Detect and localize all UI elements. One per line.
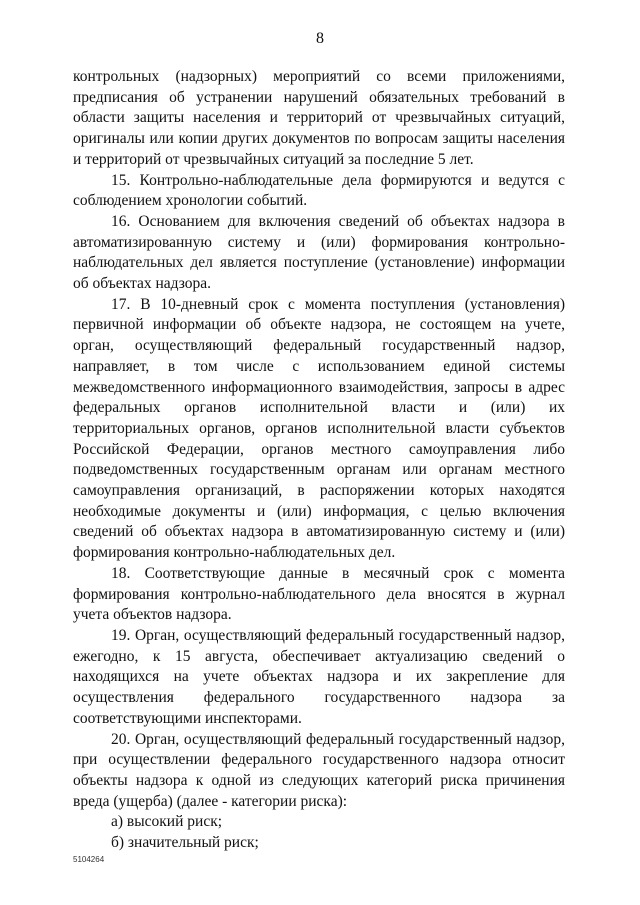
paragraph-15: 15. Контрольно-наблюдательные дела формируются и ведутся с соблюдением хронологии событий. [73,171,565,210]
paragraph-continuation: контрольных (надзорных) мероприятий со всеми приложениями, предписания об устранении нарушений обязательных требований в области защиты населения и территорий от чрезвычайных ситуаций, оригиналы или копии других документов по вопросам защиты населения и территорий от чрезвычайных ситуаций за последние 5 лет. [73,68,565,168]
paragraph-19: 19. Орган, осуществляющий федеральный государственный надзор, ежегодно, к 15 августа, обеспечивает актуализацию сведений о находящихся на учете объектах надзора и их закрепление для осуществления федерального государственного надзора за соответствующими инспекторами. [73,626,565,727]
paragraph-17: 17. В 10-дневный срок с момента поступления (установления) первичной информации об объекте надзора, не состоящем на учете, орган, осуществляющий федеральный государственный надзор, направляет, в том числе с использованием единой системы межведомственного информационного взаимодействия, запросы в адрес федеральных органов исполнительной власти и (или) их территориальных органов, органов исполнительной власти субъектов Российской Федерации, органов местного самоуправления либо подведомственных государственным органам или органам местного самоуправления организаций, в распоряжении которых находятся необходимые документы и (или) информация, с целью включения сведений об объектах надзора в автоматизированную систему и (или) формирования контрольно-наблюдательных дел. [73,295,565,562]
document-code: 5104264 [73,855,105,864]
list-item-b: б) значительный риск; [111,834,259,852]
paragraph-16: 16. Основанием для включения сведений об объектах надзора в автоматизированную систему и (или) формирования контрольно-наблюдательных дел является поступление (установление) информации об объектах надзора. [73,212,565,293]
page-number: 8 [316,30,324,47]
document-body [73,67,565,854]
paragraph-20: 20. Орган, осуществляющий федеральный государственный надзор, при осуществлении федерального государственного надзора относит объекты надзора к одной из следующих категорий риска причинения вреда (ущерба) (далее - категории риска): [73,730,565,810]
paragraph-18: 18. Соответствующие данные в месячный срок с момента формирования контрольно-наблюдательного дела вносятся в журнал учета объектов надзора. [73,564,565,624]
list-item-a: а) высокий риск; [111,813,223,831]
